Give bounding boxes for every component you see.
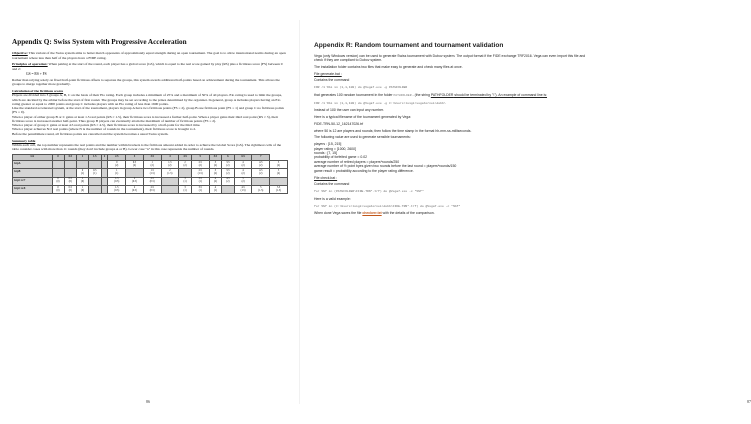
table-cell: 2.5 (1.5) [191,169,209,177]
calc-paragraph-1: Players are divided into 3 groups A, B, C on the basis of their Elo rating. Each group includes a minimum of 25% and a maximum of 50% of all players. Elo rating is used to limit the groups, which are decided by the arbiter before the start of first round. The groups may be set according to the prizes determined by the organizer. In general, group A includes players having an Elo rating greater or equal to 2000 points and group C includes players with an Elo rating of less than 1600 points. [12,93,283,106]
table-cell: 5 (2) [270,160,288,168]
parameter-item: game result = probability according to the player rating difference. [314,168,414,173]
table-cell: 4.5 (2) [222,177,235,185]
code-generate: FOR /1 %%i in (1,1,100) do @Vega7.exe -g PATHFOLDER [314,85,408,90]
table-cell: 2 (0.5) [126,186,144,194]
principles-label: Principles of operation: [12,62,48,67]
objective-paragraph [12,51,288,60]
table-cell: 0 (2) [108,160,126,168]
calc-paragraph-5: When a player achieves N/2 real points (where N is the number of rounds in the tournament), their fictitious score is brought to 2. [12,127,197,132]
page-left [0,0,300,424]
table-cell [89,160,102,168]
table-cell [161,177,179,185]
table-cell [126,169,144,177]
calc-paragraph-2: Like the standard accelerated system, at the start of the tournament, players in group A have two fictitious points (FS = 2), group B one fictitious point (FS = 1) and group C no fictitious points (FS = 0). [12,106,284,115]
summary-heading: Summary table [12,138,36,143]
objective-text: This variant of the Swiss system aims to better match opponents of approximately equal strength during an open tournament. The goal is to allow international norms during an open tournament where less than half of the players have a FIDE rating. [12,51,286,60]
table-header-cell: 2 [101,154,108,160]
table-cell: 2.5 (2) [191,160,209,168]
table-cell: 2 (0.5) [126,177,144,185]
table-header-cell: 0.5 [64,154,77,160]
table-cell [52,169,64,177]
table-header-cell: 4 [161,154,179,160]
table-cell [101,186,108,194]
check-file-label: File check.bat : [314,175,338,180]
table-row [13,186,288,194]
generate-file-label: File generate.bat : [314,71,342,76]
table-cell: 3 (2) [209,169,222,177]
objective-label: Objective: [12,51,28,56]
principles-paragraph [12,62,288,71]
parameter-item: probability of forfeited game = 0.02 [314,155,368,160]
table-row-label: GrpA [13,160,53,168]
table-header-cell: 6 [222,154,235,160]
table-cell: 3 (1) [179,177,192,185]
table-cell: 4.5 (2) [252,160,270,168]
code-check-example: for %%f in (C:\Users\luigi\vegatornei\debb\FIDE-TRN*.trf) do @Vega7.exe -c "%%f" [314,203,461,208]
page-right [300,0,751,424]
table-header-cell: 2.5 [108,154,126,160]
table-header-cell: 3 [126,154,144,160]
table-cell: 0 (1) [77,169,89,177]
half-point-paragraph: Rather than relying solely on fixed half-point fictitious offsets to separate the groups, this system awards additional half-points based on achievement during the tournament. This allows the groups to merge together more gradually. [12,78,280,87]
principles-text: When pairing at the start of the round, each player has a global score (GS), which is equal to the real score gained by play (RS) plus a fictitious score (FS) between 0 and 2: [12,62,283,71]
table-cell: 1 (0) [77,177,89,185]
gs-formula: GS = RS + FS [26,71,47,76]
table-cell: 2.5 (0.5) [143,177,161,185]
left-page-title: Appendix Q: Swiss System with Progressive Acceleration [12,38,187,46]
table-body [13,160,288,194]
table-cell: 4 (2) [234,169,252,177]
table-row-label: GrpB [13,169,53,177]
parameter-item: average number of ½ point byes given two rounds before the last round = players*rounds/150 [314,164,457,169]
parameter-item: player rating = [1000, 2600] [314,146,356,151]
table-header-cell: 0 [52,154,64,160]
parameter-item: players : [15, 215] [314,142,342,147]
table-cell: 4.5 (2) [252,169,270,177]
page-number-right: 87 [747,399,751,404]
table-cell: 1.5 (0.5) [108,177,126,185]
table-cell: 2 (2) [179,160,192,168]
table-cell: 1 (1) [108,169,126,177]
generate-explanation: that generates 100 random tournament in the folder PATHFOLDER - (the string PATHFOLDER should be terminated by "\"). An example of command line is: [314,92,548,97]
where-line: where 50 is 12 are players and rounds; then follow the time stamp in the format hh-mm-ss-milliseconds. [314,128,472,133]
table-cell [89,186,102,194]
intro-paragraph: Vega (only Windows version) can be used to generate Swiss tournament with Dubov system. The output format if the FIDE exchange TRF2016. Vega can even import this file and check if they are compliant to Dubov system. [314,53,586,62]
table-row-label: GrpC n≥8 [13,186,53,194]
example-filename: FIDE-TRN-50-12_162147026.trf [314,121,364,126]
table-cell: 0.5 (0) [64,186,77,194]
table-header-cell: GS [13,154,53,160]
table-cell: 5.5 (1.5) [270,186,288,194]
valid-example-line: Here is a valid example: [314,196,351,201]
table-cell: 4 (2) [209,177,222,185]
page-number-left: 86 [146,399,150,404]
calculation-heading: Calculation of the fictitious scores [12,89,64,94]
following-line: The following value are used to generate sensible tournaments: [314,135,411,140]
summary-table [12,154,288,195]
table-cell: 1.5 (2) [161,160,179,168]
table-row [13,169,288,177]
table-cell [64,169,77,177]
table-header-cell: 7 [252,154,270,160]
typical-line: Here is a typical filename of the tournament generated by Vega: [314,114,412,119]
table-cell: 4 (1) [209,186,222,194]
table-row [13,177,288,185]
parameter-item: rounds : [7, 15] [314,150,337,155]
table-cell: 0.5 (2) [126,160,144,168]
table-row-label: GrpC n<7 [13,177,53,185]
table-cell: 5 (2) [234,177,252,185]
calc-paragraph-3: When a player of either group B or C gains at least 1.5 real points (RS ≥ 1.5), their fictitious score is increased a further half-point. When a player gains their third real point (RS ≥ 3), their fictitious score is increased another half-point. Thus group B players can eventually attain the maximum of number of fictitious points (FS = 2). [12,114,279,123]
table-cell: 4.5 (1.5) [234,186,252,194]
generate-contains: Contains the command [314,78,350,83]
right-page-content [314,42,590,218]
table-header-cell: 1.5 [89,154,102,160]
table-cell: 3 (2) [209,160,222,168]
table-cell: 1 (2) [143,160,161,168]
table-header-cell: 5.5 [209,154,222,160]
table-cell [64,160,77,168]
table-cell [252,177,270,185]
parameter-list [314,142,590,173]
table-cell: 3.5 (2) [222,169,235,177]
install-paragraph: The installation folder contains two files that make easy to generate and check many files at once. [314,64,463,69]
calc-paragraph-4: When a player of group C gains at least 4.5 real points (RS ≥ 4.5), their fictitious score is increased by a half-point for the third time. [12,123,201,128]
table-cell [161,186,179,194]
right-page-title: Appendix R: Random tournament and tournament validation [314,42,504,49]
table-cell: 3 (1) [179,186,192,194]
table-cell: 0.5 (0) [64,177,77,185]
table-cell [222,186,235,194]
table-cell [101,160,108,168]
table-cell [179,169,192,177]
calc-paragraph-6: Before the penultimate round, all fictitious points are cancelled and the system becomes a usual Swiss system. [12,131,169,136]
table-cell: 3.5 (2) [222,160,235,168]
table-cell [270,177,288,185]
code-generate-example: FOR /1 %%i in (1,1,100) do @Vega7.exe -g C:\Users\luigi\vegatornei\debb\ [314,100,446,105]
table-cell: 3.5 (1) [191,186,209,194]
table-cell [101,169,108,177]
table-cell [101,177,108,185]
table-cell: 5 (1.5) [252,186,270,194]
check-contains: Contains the command [314,182,350,187]
checkerr-filename: checkerr.txt [362,211,382,216]
table-cell: 1.5 (0.5) [108,186,126,194]
table-cell: 3.5 (1) [191,177,209,185]
table-cell: 0 (0) [52,177,64,185]
table-header-cell: 4.5 [179,154,192,160]
table-cell [89,177,102,185]
table-header-cell: 6.5 [234,154,252,160]
table-cell: 2 (1.5) [161,169,179,177]
table-cell [77,160,89,168]
table-cell: 0 (0) [52,186,64,194]
done-line: When done Vega saves the file checkerr.txt with the details of the comparison. [314,211,435,216]
table-cell: 0.5 (1) [89,169,102,177]
table-header-cell: 1 [77,154,89,160]
left-page-content [12,38,288,194]
parameter-item: average number of retired players = players*rounds/250 [314,159,400,164]
table-cell [52,160,64,168]
table-cell: 2.5 (0.5) [143,186,161,194]
table-cell: 5 (2) [270,169,288,177]
table-row [13,160,288,168]
table-header-cell: 5 [191,154,209,160]
summary-paragraph: Within each cell, the top number represents the real points and the number within brackets is the fictitious amount added in order to achieve the Global Score (GS). The rightmost cells of the table consider cases with more than 11 rounds (they don't include groups A or B). Lower case "n" in this case represents the number of rounds. [12,142,282,152]
table-cell: 1.5 (1.5) [143,169,161,177]
code-check: for %%f in (PATHFOLDER\FIDE-TRN*.trf) do @Vega7.exe -c "%%f" [314,189,424,194]
table-cell: 4 (2) [234,160,252,168]
table-header-cell: 3.5 [143,154,161,160]
instead-line: Instead of 100 the user can input any number. [314,108,384,113]
table-cell: 1 (0) [77,186,89,194]
